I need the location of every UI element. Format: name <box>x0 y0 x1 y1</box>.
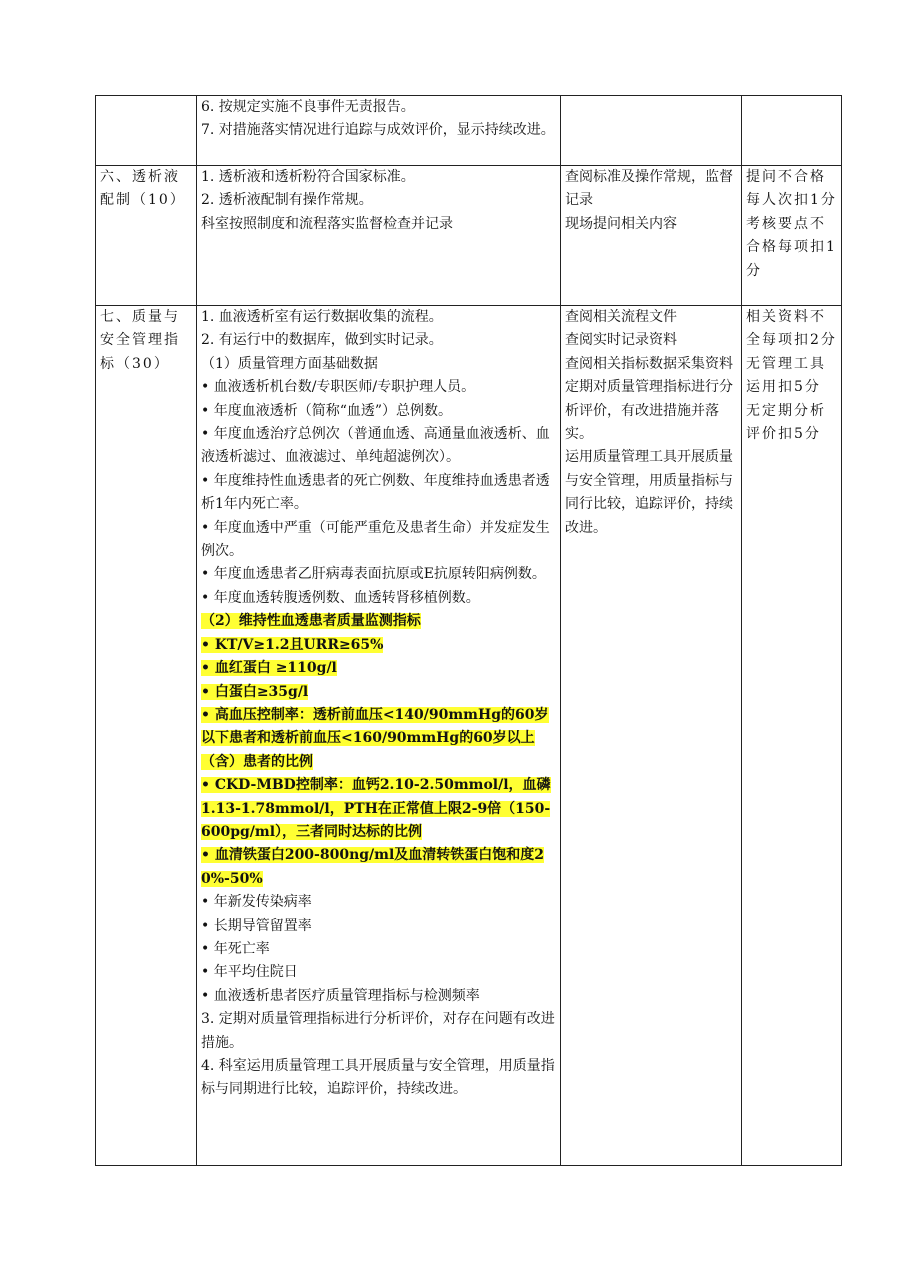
methods-cell <box>561 306 742 1166</box>
standards-cell-line: 2. 有运行中的数据库，做到实时记录。 <box>201 332 443 349</box>
category-cell <box>96 306 197 1166</box>
standards-cell-line: • 年度维持性血透患者的死亡例数、年度维持血透患者透析1年内死亡率。 <box>201 472 550 513</box>
methods-cell-line: 查阅相关指标数据采集资料 <box>565 355 733 372</box>
methods-cell-line: 运用质量管理工具开展质量与安全管理，用质量指标与同行比较，追踪评价，持续改进。 <box>565 449 733 536</box>
standards-cell-line: • 年度血透转腹透例数、血透转肾移植例数。 <box>201 589 480 606</box>
standards-cell-line <box>201 704 556 774</box>
standards-cell-line: • 年新发传染病率 <box>201 894 312 911</box>
highlighted-text: • CKD-MBD控制率：血钙2.10-2.50mmol/l，血磷1.13-1.78mmol/l，PTH在正常值上限2-9倍（150-600pg/ml），三者同时达标的比例 <box>201 777 551 840</box>
highlighted-text: • 血红蛋白 ≥110g/l <box>201 660 337 677</box>
category-cell-line: 七、质量与安全管理指标（30） <box>100 309 180 372</box>
category-cell-line: 配制（10） <box>100 192 186 209</box>
standards-cell-line: 4. 科室运用质量管理工具开展质量与安全管理，用质量指标与同期进行比较，追踪评价，持续改进。 <box>201 1058 555 1098</box>
highlighted-text: • 血清铁蛋白200-800ng/ml及血清转铁蛋白饱和度20%-50% <box>201 847 545 887</box>
category-cell-line: 六、透析液 <box>100 169 180 185</box>
standards-cell-line: 1. 透析液和透析粉符合国家标准。 <box>201 169 415 185</box>
standards-cell <box>197 96 561 166</box>
standards-cell-line <box>201 681 556 704</box>
standards-cell-line: • 血液透析患者医疗质量管理指标与检测频率 <box>201 987 480 1004</box>
standards-cell-line <box>201 634 556 657</box>
standards-cell-line: 2. 透析液配制有操作常规。 <box>201 192 373 209</box>
standards-cell-line <box>201 844 556 891</box>
standards-cell-line: • 年度血透中严重（可能严重危及患者生命）并发症发生例次。 <box>201 519 550 560</box>
methods-cell-line: 查阅相关流程文件 <box>565 309 677 325</box>
standards-cell-line: • 年度血透治疗总例次（普通血透、高通量血液透析、血液透析滤过、血液滤过、单纯超滤例次）。 <box>201 426 550 466</box>
deductions-cell <box>742 96 842 166</box>
standards-cell-line: 科室按照制度和流程落实监督检查并记录 <box>201 215 453 232</box>
standards-cell-line: 6. 按规定实施不良事件无责报告。 <box>201 99 415 115</box>
deductions-cell-line: 无管理工具运用扣5分 <box>746 355 826 396</box>
highlighted-text: （2）维持性血透患者质量监测指标 <box>201 613 421 630</box>
highlighted-text: • KT/V≥1.2且URR≥65% <box>201 636 384 653</box>
deductions-cell-line: 相关资料不全每项扣2分 <box>746 309 837 349</box>
standards-cell <box>197 166 561 306</box>
standards-cell-line <box>201 610 556 633</box>
methods-cell-line: 查阅实时记录资料 <box>565 332 677 349</box>
methods-cell-line: 现场提问相关内容 <box>565 215 677 232</box>
table-row <box>96 306 842 1166</box>
methods-cell-line: 定期对质量管理指标进行分析评价，有改进措施并落实。 <box>565 379 733 443</box>
standards-cell-line: • 长期导管留置率 <box>201 917 312 934</box>
methods-cell <box>561 166 742 306</box>
standards-cell-line: • 年平均住院日 <box>201 964 298 981</box>
standards-cell-line: 1. 血液透析室有运行数据收集的流程。 <box>201 309 443 325</box>
deductions-cell-line: 提问不合格每人次扣1分 <box>746 169 837 209</box>
highlighted-text: • 高血压控制率：透析前血压<140/90mmHg的60岁以下患者和透析前血压<160/90mmHg的60岁以上（含）患者的比例 <box>201 706 549 770</box>
deductions-cell-line: 无定期分析评价扣5分 <box>746 402 826 443</box>
category-cell <box>96 166 197 306</box>
assessment-table <box>95 95 842 1166</box>
category-cell <box>96 96 197 166</box>
table-row <box>96 96 842 166</box>
standards-cell-line: • 年死亡率 <box>201 940 270 957</box>
standards-cell-line: （1）质量管理方面基础数据 <box>201 355 378 372</box>
deductions-cell-line: 考核要点不合格每项扣1分 <box>746 215 837 279</box>
deductions-cell <box>742 306 842 1166</box>
standards-cell-line <box>201 774 556 844</box>
standards-cell-line: 7. 对措施落实情况进行追踪与成效评价，显示持续改进。 <box>201 122 555 139</box>
standards-cell-line: • 年度血透患者乙肝病毒表面抗原或E抗原转阳病例数。 <box>201 566 546 583</box>
deductions-cell <box>742 166 842 306</box>
methods-cell <box>561 96 742 166</box>
standards-cell-line <box>201 657 556 680</box>
standards-cell-line: 3. 定期对质量管理指标进行分析评价，对存在问题有改进措施。 <box>201 1011 555 1051</box>
methods-cell-line: 查阅标准及操作常规，监督记录 <box>565 169 733 209</box>
standards-cell-line: • 血液透析机台数/专职医师/专职护理人员。 <box>201 379 476 396</box>
table-row <box>96 166 842 306</box>
standards-cell <box>197 306 561 1166</box>
standards-cell-line: • 年度血液透析（简称“血透”）总例数。 <box>201 402 453 419</box>
highlighted-text: • 白蛋白≥35g/l <box>201 683 309 700</box>
